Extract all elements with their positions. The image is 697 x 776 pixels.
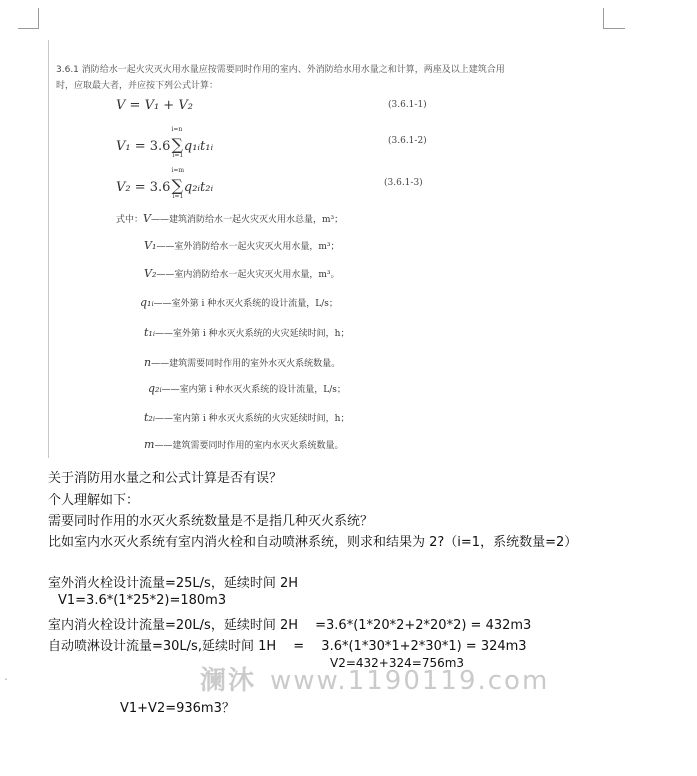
excerpt-left-border [48, 40, 49, 458]
outdoor-hydrant-line: 室外消火栓设计流量=25L/s，延续时间 2H [48, 576, 299, 591]
summation-icon: ∑ i=m i=1 [171, 167, 185, 200]
eq1-lhs: V [116, 98, 126, 113]
definition-row [144, 438, 343, 451]
definition-text: ——室外第 i 种水灭火系统的火灾延续时间，h； [155, 329, 350, 339]
eq2-upper: i=n [171, 126, 183, 133]
definition-text: ——建筑需要同时作用的室内水灭火系统数量。 [154, 441, 344, 451]
eq2-coef: 3.6 [149, 139, 171, 154]
question-2-line: 比如室内水灭火系统有室内消火栓和自动喷淋系统，则求和结果为 2?（i=1，系统数量=2） [48, 535, 578, 550]
definition-row [148, 382, 346, 395]
eq3-term: q₂ᵢt₂ᵢ [183, 180, 214, 195]
definition-text: ——建筑需要同时作用的室外水灭火系统数量。 [151, 359, 341, 369]
definition-symbol: t₂ᵢ [144, 411, 156, 424]
definition-row [144, 411, 349, 424]
definition-symbol: V [143, 212, 151, 225]
eq3-lower: i=1 [172, 193, 184, 200]
definition-symbol: V₁ [144, 239, 157, 252]
clause-text-line1: 3.6.1 消防给水一起火灾灭火用水量应按需要同时作用的室内、外消防给水用水量之和计算，两座及以上建筑合用 [56, 65, 505, 75]
eq2-lower: i=1 [172, 152, 184, 159]
total-line: V1+V2=936m3？ [120, 701, 235, 716]
equation-1-number: (3.6.1-1) [388, 100, 427, 110]
definition-text: ——室内第 i 种水灭火系统的设计流量，L/s； [161, 385, 346, 395]
equation-3-number: (3.6.1-3) [384, 178, 423, 188]
understanding-line: 个人理解如下： [48, 493, 140, 508]
eq3-upper: i=m [171, 167, 185, 174]
site-watermark [200, 660, 549, 697]
definition-symbol: V₂ [144, 267, 157, 280]
question-1-line: 需要同时作用的水灭火系统数量是不是指几种灭火系统？ [48, 514, 374, 529]
crop-mark-left-v [38, 8, 39, 28]
margin-marker: ˇ [4, 678, 8, 687]
standard-excerpt-image [48, 40, 508, 460]
eq3-lhs: V₂ [116, 180, 131, 195]
crop-mark-left-h [18, 28, 39, 29]
crop-mark-right-v [603, 8, 604, 28]
eq2-term: q₁ᵢt₁ᵢ [183, 139, 214, 154]
crop-mark-right-h [603, 28, 625, 29]
sprinkler-line: 自动喷淋设计流量=30L/s,延续时间 1H = 3.6*(1*30*1+2*30*1) = 324m3 [48, 639, 527, 654]
where-prefix: 式中： [116, 215, 144, 225]
watermark-logo: 澜沐 [200, 666, 257, 696]
definition-text: ——室外第 i 种水灭火系统的设计流量，L/s； [153, 299, 338, 309]
definition-row [116, 212, 343, 225]
clause-text-line2: 时，应取最大者，并应按下列公式计算： [56, 81, 219, 91]
definition-row [144, 356, 340, 369]
definition-symbol: t₁ᵢ [144, 326, 156, 339]
definition-symbol: q₂ᵢ [148, 382, 162, 395]
v2-calc-line: V2=432+324=756m3 [330, 656, 465, 670]
definition-text: ——建筑消防给水一起火灾灭火用水总量，m³； [150, 215, 344, 225]
equation-3: V₂ = 3.6∑ i=m i=1 q₂ᵢt₂ᵢ [116, 167, 214, 200]
equation-1: V = V₁ + V₂ [116, 98, 193, 113]
eq2-lhs: V₁ [116, 139, 131, 154]
definition-row [144, 326, 349, 339]
definition-row [144, 239, 340, 252]
indoor-hydrant-line: 室内消火栓设计流量=20L/s，延续时间 2H =3.6*(1*20*2+2*20*2) = 432m3 [48, 618, 532, 633]
equation-2: V₁ = 3.6∑ i=n i=1 q₁ᵢt₁ᵢ [116, 126, 214, 159]
definition-row [140, 296, 338, 309]
v1-calc-line: V1=3.6*(1*25*2)=180m3 [58, 593, 227, 608]
equation-2-number: (3.6.1-2) [388, 136, 427, 146]
definition-row [144, 267, 340, 280]
summation-icon: ∑ i=n i=1 [171, 126, 184, 159]
definition-symbol: q₁ᵢ [140, 296, 154, 309]
eq1-rhs: V₁ + V₂ [144, 98, 193, 113]
definition-text: ——室内第 i 种水灭火系统的火灾延续时间，h； [155, 414, 350, 424]
definition-symbol: m [144, 438, 155, 451]
watermark-url: www.1190119.com [270, 666, 550, 696]
definition-symbol: n [144, 356, 152, 369]
definition-text: ——室内消防给水一起火灾灭火用水量，m³。 [156, 270, 340, 280]
question-line: 关于消防用水量之和公式计算是否有误？ [48, 471, 283, 486]
eq3-coef: 3.6 [149, 180, 171, 195]
definition-text: ——室外消防给水一起火灾灭火用水量，m³； [156, 242, 340, 252]
